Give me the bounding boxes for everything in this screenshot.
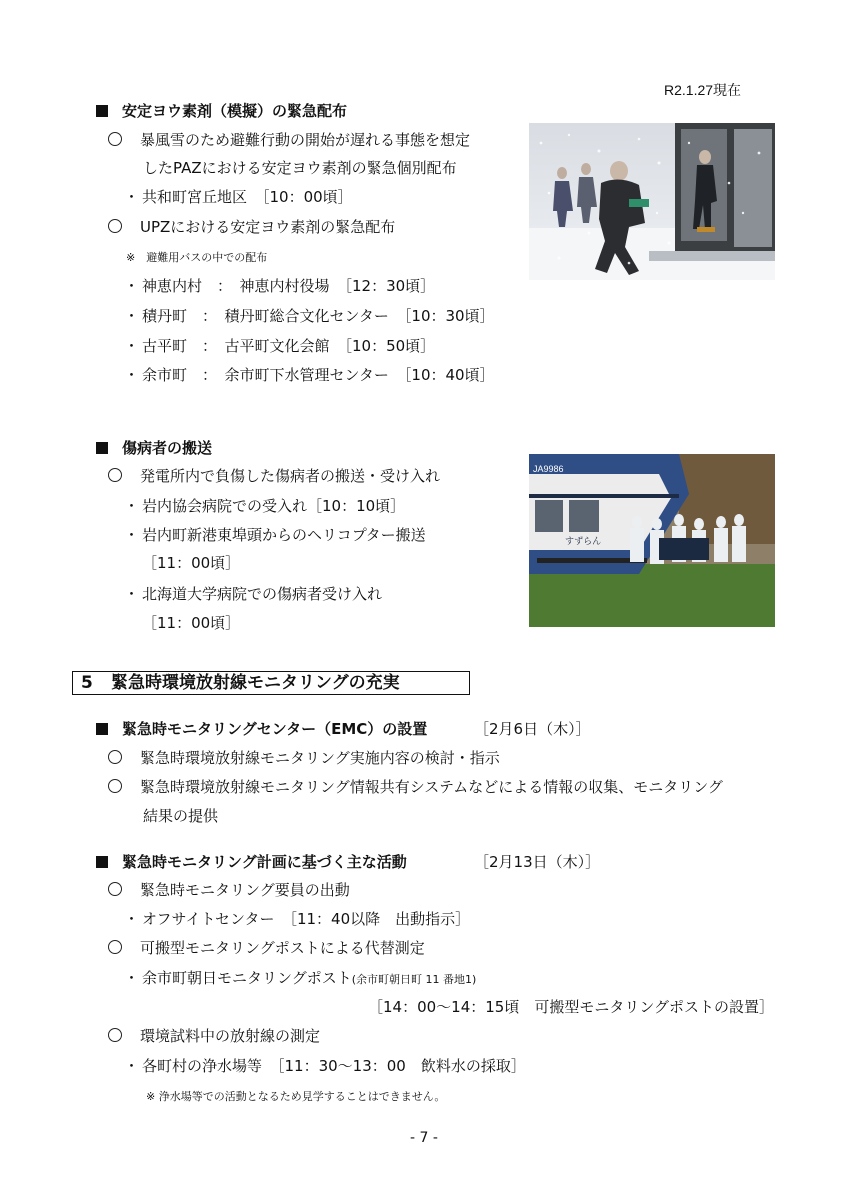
circle-bullet-icon (108, 750, 122, 764)
circle-bullet-icon (108, 468, 122, 482)
helicopter-transport-photo (529, 454, 775, 627)
list-item: 余市町 ： 余市町下水管理センター ［10：40頃］ (142, 366, 495, 384)
plan-item-2-sub-text: 余市町朝日モニタリングポスト (142, 969, 352, 987)
plan-note: ※ 浄水場等での活動となるため見学することはできません。 (146, 1090, 446, 1103)
list-item: 神恵内村 ： 神恵内村役場 ［12：30頃］ (142, 277, 436, 295)
injured-heading-text: 傷病者の搬送 (122, 439, 213, 457)
iodine-heading (96, 100, 347, 121)
section-5-number: 5 (81, 673, 93, 693)
plan-item-2-sub: ・ 余市町朝日モニタリングポスト(余市町朝日町 11 番地1) (124, 969, 477, 987)
page-number: - 7 - (410, 1130, 438, 1146)
injured-item-1 (108, 465, 440, 486)
plan-item-2 (108, 937, 425, 958)
emc-item-2 (108, 776, 723, 797)
emc-heading-text: 緊急時モニタリングセンター（EMC）の設置 (122, 720, 428, 738)
plan-item-1 (108, 879, 350, 900)
circle-bullet-icon (108, 219, 122, 233)
circle-bullet-icon (108, 779, 122, 793)
injured-heading (96, 437, 212, 458)
circle-bullet-icon (108, 132, 122, 146)
plan-item-1-text: 緊急時モニタリング要員の出動 (140, 881, 350, 899)
iodine-sub-1-text: 共和町宮丘地区 ［10：00頃］ (142, 188, 353, 206)
iodine-sub-list-item: ・ 積丹町 ： 積丹町総合文化センター ［10：30頃］ (124, 307, 495, 325)
circle-bullet-icon (108, 882, 122, 896)
plan-heading (96, 851, 407, 872)
helicopter-registration: JA9986 (533, 464, 564, 474)
plan-item-2-sub-time: ［14：00～14：15頃 可搬型モニタリングポストの設置］ (368, 998, 775, 1016)
injured-item-1-text: 発電所内で負傷した傷病者の搬送・受け入れ (140, 467, 441, 485)
iodine-sub-list-item: ・ 古平町 ： 古平町文化会館 ［10：50頃］ (124, 337, 436, 355)
injured-sub-1-text: 岩内協会病院での受入れ［10：10頃］ (142, 497, 406, 515)
iodine-item-1-line-2: したPAZにおける安定ヨウ素剤の緊急個別配布 (143, 159, 457, 177)
square-bullet-icon (96, 105, 108, 117)
list-item: 古平町 ： 古平町文化会館 ［10：50頃］ (142, 337, 436, 355)
emc-date: ［2月6日（木）］ (474, 720, 591, 738)
injured-sub-2-time: ［11：00頃］ (142, 554, 241, 572)
square-bullet-icon (96, 856, 108, 868)
injured-sub-2-text: 岩内町新港東埠頭からのヘリコプター搬送 (142, 526, 426, 544)
circle-bullet-icon (108, 1028, 122, 1042)
injured-sub-3-time: ［11：00頃］ (142, 614, 241, 632)
snowstorm-distribution-photo (529, 123, 775, 280)
plan-item-1-sub-text: オフサイトセンター ［11：40以降 出動指示］ (142, 910, 471, 928)
iodine-note: ※ 避難用バスの中での配布 (126, 251, 268, 264)
iodine-item-1 (108, 129, 470, 150)
emc-item-1-text: 緊急時環境放射線モニタリング実施内容の検討・指示 (140, 749, 500, 767)
iodine-item-2 (108, 216, 395, 237)
iodine-item-2-text: UPZにおける安定ヨウ素剤の緊急配布 (140, 218, 396, 236)
iodine-heading-text: 安定ヨウ素剤（模擬）の緊急配布 (122, 102, 348, 120)
plan-item-3-sub-text: 各町村の浄水場等 ［11：30～13：00 飲料水の採取］ (142, 1057, 526, 1075)
emc-item-2-line-2: 結果の提供 (143, 807, 219, 825)
iodine-sub-1: ・ 共和町宮丘地区 ［10：00頃］ (124, 188, 353, 206)
injured-sub-1: ・ 岩内協会病院での受入れ［10：10頃］ (124, 497, 406, 515)
emc-item-2-text: 緊急時環境放射線モニタリング情報共有システムなどによる情報の収集、モニタリング (140, 778, 723, 796)
injured-sub-3-text: 北海道大学病院での傷病者受け入れ (142, 585, 383, 603)
plan-item-3-sub: ・ 各町村の浄水場等 ［11：30～13：00 飲料水の採取］ (124, 1057, 526, 1075)
injured-sub-3: ・ 北海道大学病院での傷病者受け入れ (124, 585, 383, 603)
injured-sub-2: ・ 岩内町新港東埠頭からのヘリコプター搬送 (124, 526, 426, 544)
as-of-date: R2.1.27現在 (664, 82, 742, 98)
plan-item-2-text: 可搬型モニタリングポストによる代替測定 (140, 939, 425, 957)
iodine-sub-list-item: ・ 余市町 ： 余市町下水管理センター ［10：40頃］ (124, 366, 495, 384)
square-bullet-icon (96, 723, 108, 735)
section-5-title-text: 緊急時環境放射線モニタリングの充実 (111, 673, 400, 693)
list-item: 積丹町 ： 積丹町総合文化センター ［10：30頃］ (142, 307, 495, 325)
iodine-item-1-line-1: 暴風雪のため避難行動の開始が遅れる事態を想定 (140, 131, 471, 149)
plan-date: ［2月13日（木）］ (474, 853, 601, 871)
circle-bullet-icon (108, 940, 122, 954)
plan-heading-text: 緊急時モニタリング計画に基づく主な活動 (122, 853, 407, 871)
section-5-title (72, 671, 470, 695)
square-bullet-icon (96, 442, 108, 454)
plan-item-3 (108, 1025, 320, 1046)
iodine-sub-list-item: ・ 神恵内村 ： 神恵内村役場 ［12：30頃］ (124, 277, 436, 295)
plan-item-1-sub: ・ オフサイトセンター ［11：40以降 出動指示］ (124, 910, 471, 928)
emc-heading (96, 718, 427, 739)
emc-item-1 (108, 747, 500, 768)
helicopter-name: すずらん (565, 537, 602, 547)
plan-item-2-sub-address: (余市町朝日町 11 番地1) (351, 973, 477, 986)
plan-item-3-text: 環境試料中の放射線の測定 (140, 1027, 321, 1045)
